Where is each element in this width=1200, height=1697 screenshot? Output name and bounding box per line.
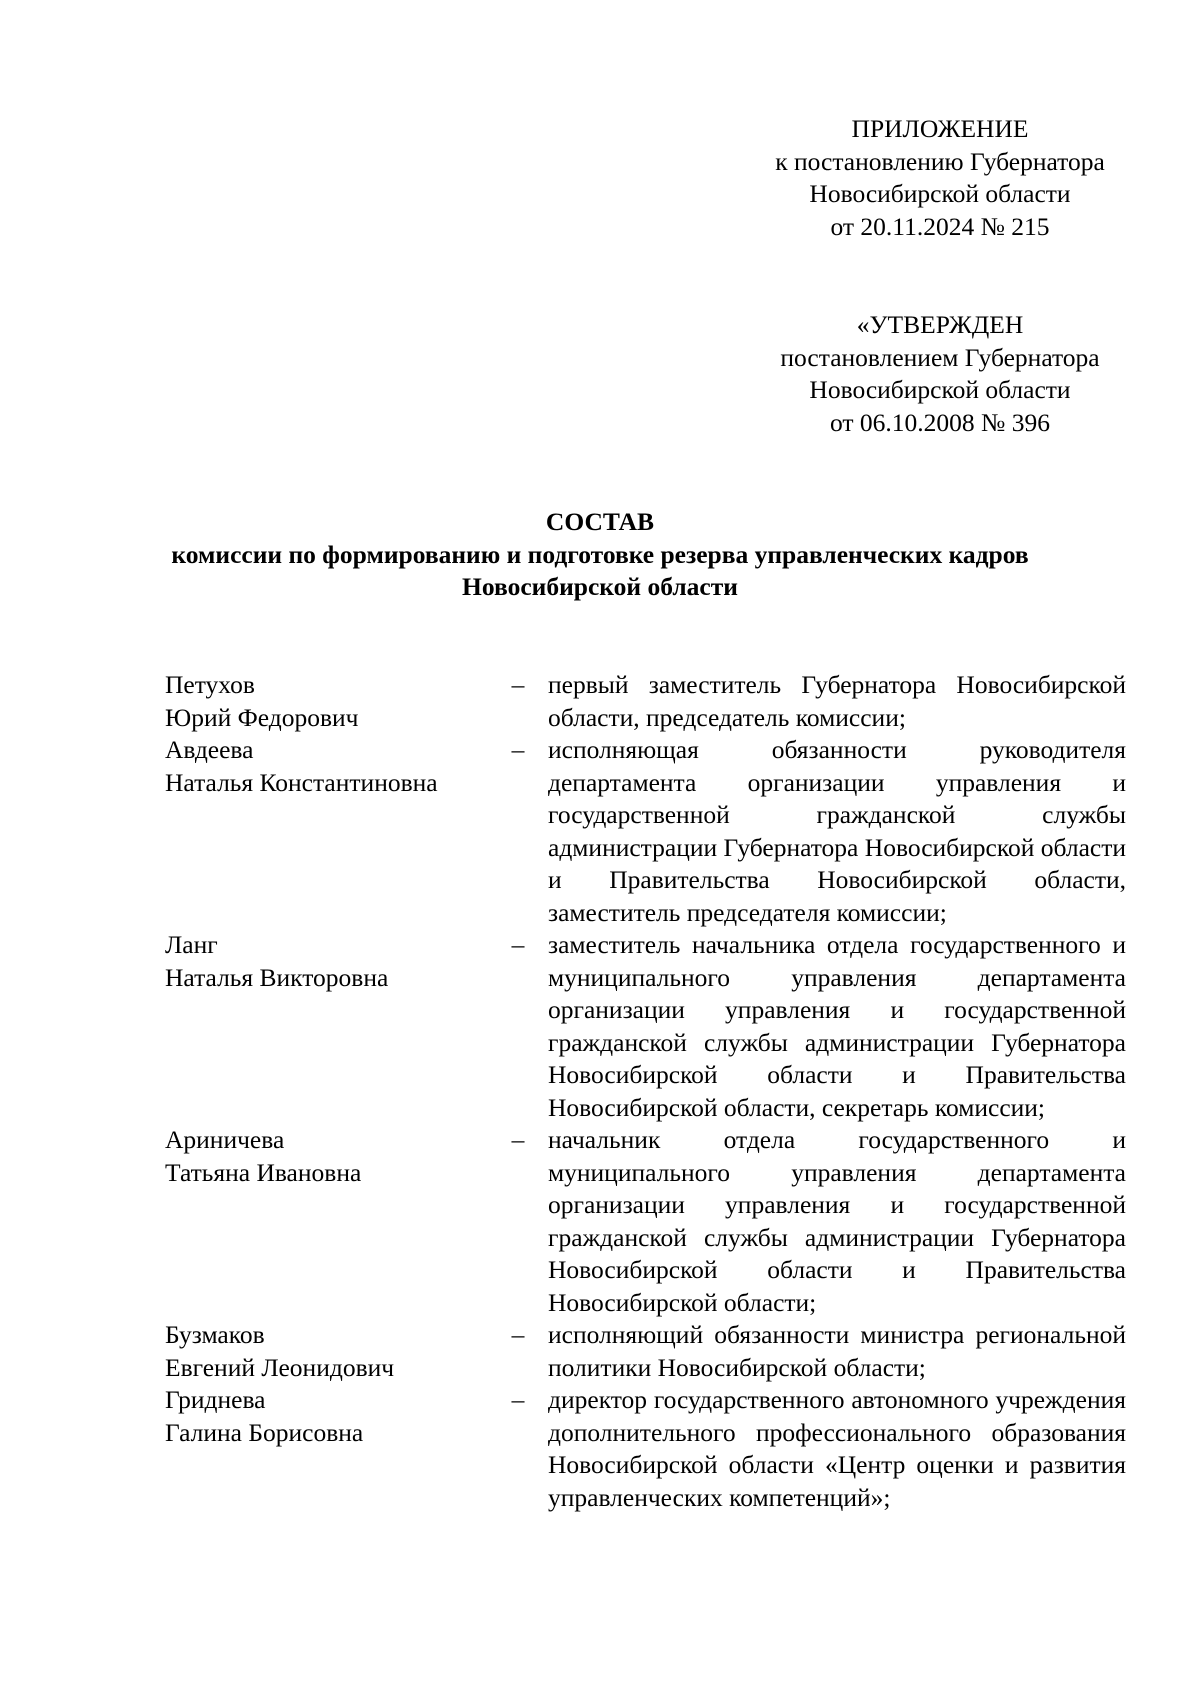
member-position: заместитель начальника отдела государственного и муниципального управления департамента организации управления и государственной гражданской службы администрации Губернатора Новосибирской области и Правительства Новосибирской области, секретарь комиссии; xyxy=(548,930,1126,1122)
member-name xyxy=(165,669,485,734)
approval-region: Новосибирской области xyxy=(809,375,1071,404)
dash-separator: – xyxy=(511,670,525,699)
approval-stamp xyxy=(740,309,1140,439)
appendix-reference: к постановлению Губернатора xyxy=(775,146,1105,176)
member-row xyxy=(0,1124,1200,1319)
member-position: исполняющий обязанности министра региональной политики Новосибирской области; xyxy=(548,1320,1126,1382)
dash-separator: – xyxy=(511,1320,525,1349)
title-heading: СОСТАВ xyxy=(545,507,655,536)
dash-separator: – xyxy=(511,735,525,764)
appendix-title: ПРИЛОЖЕНИЕ xyxy=(851,114,1029,143)
member-name xyxy=(165,1384,485,1449)
member-surname: Ланг xyxy=(165,930,218,959)
document-title xyxy=(100,506,1100,604)
member-row xyxy=(0,734,1200,929)
member-row xyxy=(0,669,1200,734)
member-position: директор государственного автономного учреждения дополнительного профессионального образования Новосибирской области «Центр оценки и развития управленческих компетенций»; xyxy=(548,1385,1126,1512)
member-given-names: Галина Борисовна xyxy=(165,1417,364,1447)
dash-separator: – xyxy=(511,1385,525,1414)
member-surname: Ариничева xyxy=(165,1125,285,1154)
member-name xyxy=(165,1319,485,1384)
member-given-names: Евгений Леонидович xyxy=(165,1352,395,1382)
dash-separator: – xyxy=(511,1125,525,1154)
member-name xyxy=(165,734,485,799)
approval-title: «УТВЕРЖДЕН xyxy=(856,310,1024,339)
title-region: Новосибирской области xyxy=(462,572,738,601)
member-name xyxy=(165,1124,485,1189)
approval-date-number: от 06.10.2008 № 396 xyxy=(829,407,1050,437)
member-row xyxy=(0,1319,1200,1384)
member-row xyxy=(0,1384,1200,1514)
approval-reference: постановлением Губернатора xyxy=(780,342,1100,372)
member-surname: Авдеева xyxy=(165,735,254,764)
member-name xyxy=(165,929,485,994)
member-surname: Гриднева xyxy=(165,1385,266,1414)
member-given-names: Татьяна Ивановна xyxy=(165,1157,362,1187)
member-position: начальник отдела государственного и муниципального управления департамента организации управления и государственной гражданской службы администрации Губернатора Новосибирской области и Правительства Новосибирской области; xyxy=(548,1125,1126,1317)
member-position: исполняющая обязанности руководителя департамента организации управления и государственной гражданской службы администрации Губернатора Новосибирской области и Правительства Новосибирской области, заместитель председателя комиссии; xyxy=(548,735,1126,927)
member-surname: Петухов xyxy=(165,670,255,699)
member-row xyxy=(0,929,1200,1124)
member-position: первый заместитель Губернатора Новосибирской области, председатель комиссии; xyxy=(548,670,1126,732)
member-surname: Бузмаков xyxy=(165,1320,265,1349)
appendix-header xyxy=(740,113,1140,243)
title-subject: комиссии по формированию и подготовке резерва управленческих кадров xyxy=(171,539,1029,569)
member-given-names: Наталья Викторовна xyxy=(165,962,389,992)
member-given-names: Юрий Федорович xyxy=(165,702,359,732)
appendix-region: Новосибирской области xyxy=(809,179,1071,208)
commission-member-list xyxy=(0,669,1200,1514)
dash-separator: – xyxy=(511,930,525,959)
appendix-date-number: от 20.11.2024 № 215 xyxy=(830,211,1050,241)
member-given-names: Наталья Константиновна xyxy=(165,767,438,797)
